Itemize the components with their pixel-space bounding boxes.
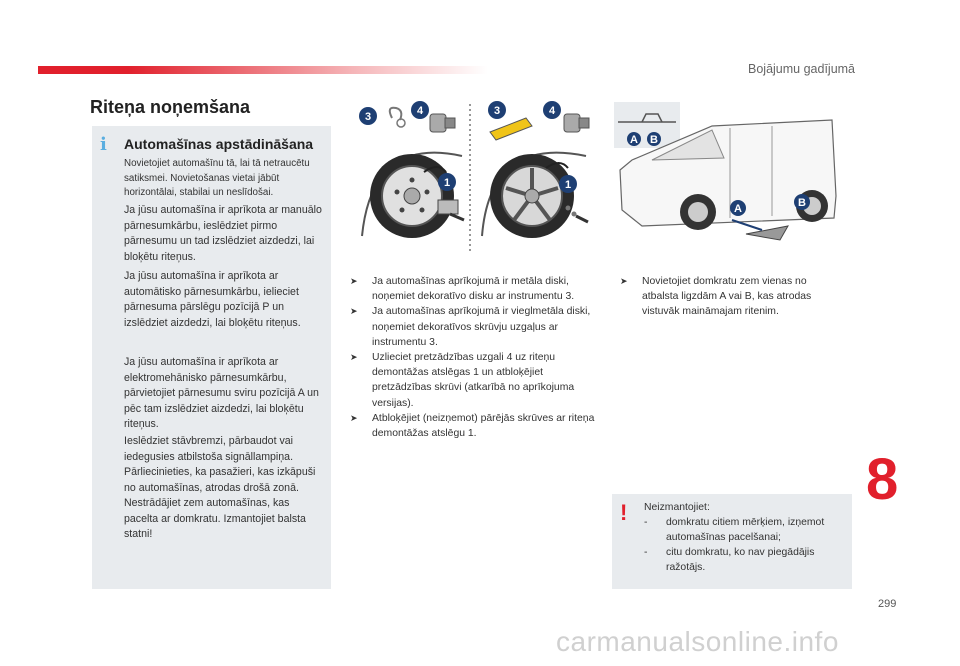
page-title: Riteņa noņemšana: [90, 97, 251, 117]
info-paragraph-1: Novietojiet automašīnu tā, lai tā netraucētu satiksmei. Novietošanas vietai jābūt horizontālai, stabilai un neslīdošai.: [124, 158, 310, 198]
info-paragraph-4: Ja jūsu automašīna ir aprīkota ar elektromehānisko pārnesumkārbu, pārvietojiet pārnesumu sviru pozīcijā A un pēc tam izslēdziet aizdedzi, lai bloķētu riteņus.: [124, 356, 319, 430]
info-paragraph-2: Ja jūsu automašīna ir aprīkota ar manuālo pārnesumkārbu, ieslēdziet pirmo pārnesumu un tad izslēdziet aizdedzi, lai bloķētu riteņus.: [124, 204, 322, 263]
wheel-cover-removal-figure: [352, 96, 482, 246]
badge-4-label: 4: [417, 105, 424, 117]
section-title: Bojājumu gadījumā: [748, 62, 856, 76]
badge-3b-label: 3: [494, 105, 501, 117]
step-item: ➤ Atbloķējiet (neizņemot) pārējās skrūves ar riteņa demontāžas atslēgu 1.: [350, 412, 595, 440]
warning-item: - domkratu citiem mērķiem, izņemot automašīnas pacelšanai;: [644, 517, 825, 543]
badge-a-inset-label: A: [630, 134, 638, 146]
badge-b-inset-label: B: [650, 134, 658, 146]
warning-icon: !: [620, 500, 628, 525]
step-item: ➤ Uzlieciet pretzādzības uzgali 4 uz riteņu demontāžas atslēgas 1 un atbloķējiet pretzādzības skrūvi (atkarībā no aprīkojuma versijas).: [350, 352, 575, 409]
van-jack-points-figure: [612, 100, 844, 250]
info-heading: Automašīnas apstādināšana: [124, 136, 314, 152]
warning-item: - citu domkratu, ko nav piegādājis ražotājs.: [644, 547, 815, 573]
info-paragraph-3: Ja jūsu automašīna ir aprīkota ar automātisko pārnesumkārbu, ielieciet pārnesuma pārslēgu pozīcijā P un izslēdziet aizdedzi, lai bloķētu riteņus.: [124, 270, 301, 329]
step-item: ➤ Ja automašīnas aprīkojumā ir metāla diski, noņemiet dekoratīvo disku ar instrumentu 3.: [350, 276, 575, 303]
chapter-number: 8: [866, 447, 899, 512]
wheel-removal-steps: [350, 274, 600, 441]
info-paragraph-5: Ieslēdziet stāvbremzi, pārbaudot vai iedegusies atbilstoša signāllampiņa. Pārliecinieties, ka pasažieri, kas izkāpuši no automašīnas, atrodas drošā zonā. Nestrādājiet zem automašīnas, kas pacelta ar domkratu. Izmantojiet balsta statni!: [124, 435, 316, 540]
figure-divider: [468, 104, 472, 254]
header-accent-bar: [38, 66, 488, 74]
badge-4b-label: 4: [549, 105, 556, 117]
jack-step: [620, 274, 835, 320]
page-number: 299: [878, 598, 897, 610]
badge-3-label: 3: [365, 111, 372, 123]
warning-title: Neizmantojiet:: [644, 502, 710, 513]
alloy-wheel-figure: [476, 96, 601, 246]
warning-text: [644, 500, 844, 575]
step-item: ➤ Ja automašīnas aprīkojumā ir vieglmetāla diski, noņemiet dekoratīvos skrūvju uzgaļus ar instrumentu 3.: [350, 306, 591, 348]
badge-a-label: A: [734, 203, 742, 215]
watermark: carmanualsonline.info: [556, 626, 839, 657]
badge-1-label: 1: [444, 177, 451, 189]
step-item: ➤ Novietojiet domkratu zem vienas no atbalsta ligzdām A vai B, kas atrodas vistuvāk maināmajam ritenim.: [620, 276, 812, 318]
badge-1b-label: 1: [565, 179, 572, 191]
info-icon: i: [100, 134, 107, 155]
badge-b-label: B: [798, 197, 806, 209]
